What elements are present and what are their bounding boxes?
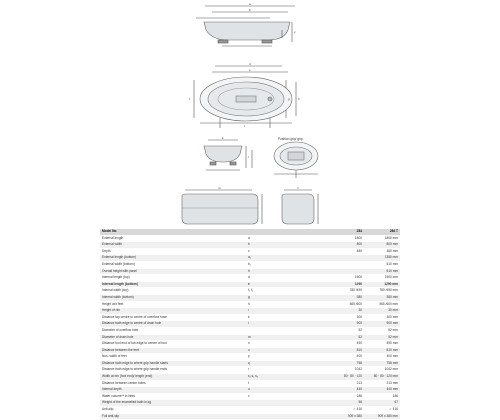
spec-symbol: l (248, 321, 249, 326)
table-row (100, 235, 400, 242)
table-row (100, 242, 400, 249)
spec-symbol: u (248, 387, 250, 392)
spec-value-284t: 67 (394, 400, 398, 405)
spec-value-284t: 52 mm (388, 334, 398, 339)
dim-label-e: e (249, 68, 251, 72)
spec-label: Anti-slip (102, 407, 114, 412)
panel-end-drawing (282, 190, 318, 224)
table-row (100, 248, 400, 255)
spec-label: Diameter of overflow hole (102, 327, 139, 332)
spec-value-284t: 565 /600 mm (379, 301, 398, 306)
dim-label-k: k (222, 136, 224, 140)
table-row (100, 367, 400, 374)
spec-value-284: 810 (356, 347, 362, 352)
spec-value-284: 900 (356, 321, 362, 326)
spec-value-284: 1290 (354, 281, 362, 286)
spec-symbol: m (248, 334, 251, 339)
spec-value-284: ✓ 416 (353, 407, 362, 412)
dim-label-g: g (288, 97, 290, 101)
end-elevation-drawing (204, 140, 252, 170)
spec-symbol: s₁ s₂ s₃ (248, 374, 259, 379)
spec-label: Distance bath edge to where grip handle ends (102, 367, 168, 372)
spec-value-284: 1800 (354, 235, 362, 240)
table-row (100, 308, 400, 315)
table-row (100, 255, 400, 262)
dim-label-a: a (249, 2, 251, 6)
spec-value-284t: 1500 mm (384, 275, 398, 280)
spec-label: External length (102, 235, 124, 240)
spec-symbol: n (248, 341, 250, 346)
table-row (100, 360, 400, 367)
spec-label: Internal length (bottom) (102, 281, 138, 286)
spec-value-284: 490 (356, 341, 362, 346)
table-row (100, 261, 400, 268)
spec-symbol (246, 407, 328, 414)
dim-label-f: f (189, 97, 190, 101)
spec-value-284: 780 /490 (349, 288, 362, 293)
spec-label: Distance between centre holes (102, 380, 146, 385)
header-model-284: 284 (356, 229, 362, 233)
table-row (100, 288, 400, 295)
spec-value-284: 56 (358, 400, 362, 405)
spec-label: External length (bottom) (102, 255, 137, 260)
table-row (100, 354, 400, 361)
spec-value-284t: 810 mm (386, 347, 398, 352)
spec-symbol: e (248, 281, 250, 286)
spec-value-284: 52 (358, 327, 362, 332)
spec-value-284t: 300 mm (386, 314, 398, 319)
table-row (100, 374, 400, 381)
spec-label: External width (102, 242, 123, 247)
spec-symbol: b₁ (248, 261, 251, 266)
spec-symbol: h (248, 268, 250, 273)
spec-value-284t: ✓ 416 (389, 407, 398, 412)
spec-value-284t: 909 x 380 mm (377, 413, 398, 418)
spec-symbol: f₁ f₂ (248, 288, 253, 293)
spec-symbol: a (248, 235, 250, 240)
grip-position-label: Position grip/ grip (278, 137, 303, 141)
spec-value-284t: 52 mm (388, 327, 398, 332)
spec-value-284: 186 (356, 393, 362, 398)
spec-value-284: 80 · 80 · 120 (343, 374, 362, 379)
spec-value-284: 1042 (354, 367, 362, 372)
spec-value-284: 440 (356, 387, 362, 392)
side-elevation-drawing (196, 6, 295, 46)
table-row (100, 387, 400, 394)
spec-value-284t: 780 /490 mm (379, 288, 398, 293)
spec-value-284 (328, 255, 364, 262)
spec-label: Height of rim (102, 308, 121, 313)
spec-value-284t: 30 mm (388, 308, 398, 313)
spec-value-284: 909 x 380 (347, 413, 362, 418)
spec-symbol: a₁ (248, 255, 251, 260)
spec-value-284: 213 (356, 380, 362, 385)
spec-value-284: 30 (358, 308, 362, 313)
spec-label: Weight of the enamelled bath in kg (102, 400, 152, 405)
spec-value-284: 1500 (354, 275, 362, 280)
spec-symbol: c (248, 248, 250, 253)
spec-label: Internal width (top) (102, 288, 129, 293)
spec-symbol: p (248, 354, 250, 359)
spec-symbol: g (248, 294, 250, 299)
spec-value-284: 300 (356, 314, 362, 319)
spec-label: Overall height with panel (102, 268, 137, 273)
grip-position-drawing (274, 142, 318, 178)
spec-value-284t: 186 (392, 393, 398, 398)
dim-label-n: n (297, 186, 299, 190)
spec-value-284t: 510 mm (386, 261, 398, 266)
table-row (100, 334, 400, 341)
table-row (100, 327, 400, 334)
spec-symbol: t (248, 380, 249, 385)
spec-value-284: 480 (356, 248, 362, 253)
spec-value-284t: 800 mm (386, 242, 398, 247)
spec-value-284t: 480 mm (386, 248, 398, 253)
table-row (100, 347, 400, 354)
table-row (100, 400, 400, 407)
table-row (100, 341, 400, 348)
table-row (100, 268, 400, 275)
table-row (100, 407, 400, 414)
panel-side-drawing (182, 190, 262, 224)
spec-value-284t: 440 mm (386, 387, 398, 392)
dim-label-c: c (294, 30, 296, 34)
spec-label: Internal depth (102, 387, 122, 392)
spec-symbol: v (248, 393, 250, 398)
spec-value-284: 400 (356, 354, 362, 359)
header-model-no: Model No. (102, 229, 118, 233)
spec-symbol (246, 413, 328, 420)
spec-value-284 (328, 261, 364, 268)
spec-symbol: b (248, 242, 250, 247)
dim-label-i: i (244, 124, 245, 128)
spec-table (100, 229, 400, 420)
spec-value-284t: 900 mm (386, 321, 398, 326)
spec-symbol: q (248, 360, 250, 365)
dim-label-b: b (249, 8, 251, 12)
spec-symbol: i (248, 308, 249, 313)
table-row (100, 321, 400, 328)
spec-value-284t: 80 · 80 · 120 mm (373, 374, 398, 379)
spec-value-284t: 490 mm (386, 341, 398, 346)
table-row (100, 301, 400, 308)
dim-label-d: d (249, 62, 251, 66)
table-row (100, 380, 400, 387)
spec-label: Depth (102, 248, 111, 253)
spec-label: Distance bath edge to centre of drain hole (102, 321, 162, 326)
table-row (100, 281, 400, 288)
spec-label: Internal width (bottom) (102, 294, 134, 299)
spec-value-284: 52 (358, 334, 362, 339)
spec-label: Internal length (top) (102, 275, 130, 280)
spec-symbol: r (248, 367, 250, 372)
spec-value-284t: 1042 mm (384, 367, 398, 372)
spec-symbol: o (248, 347, 250, 352)
table-row (100, 413, 400, 420)
spec-symbol (246, 327, 328, 334)
table-row (100, 294, 400, 301)
dim-label-m: m (218, 186, 221, 190)
spec-value-284 (328, 268, 364, 275)
spec-label: Width at rim (foot end)/ length (end) (102, 374, 153, 379)
spec-value-284t: 1380 mm (384, 255, 398, 260)
spec-value-284t: 380 mm (386, 294, 398, 299)
spec-value-284: 758 (356, 360, 362, 365)
spec-value-284t: 213 mm (386, 380, 398, 385)
spec-label: Nos. width of feet (102, 354, 127, 359)
spec-value-284: 800 (356, 242, 362, 247)
spec-value-284t: 610 mm (386, 268, 398, 273)
spec-label: Distance foot end of tub edge to centre of foot (102, 341, 167, 346)
spec-symbol (246, 400, 328, 407)
table-row (100, 314, 400, 321)
spec-label: Distance bath edge to where grip handle starts (102, 360, 168, 365)
spec-value-284t: 1290 mm (384, 281, 398, 286)
header-model-284t: 284 T (389, 229, 398, 233)
spec-value-284: 565 /600 (349, 301, 362, 306)
spec-label: Full anti-slip (102, 413, 120, 418)
spec-label: External width (bottom) (102, 261, 135, 266)
spec-symbol: k (248, 314, 250, 319)
spec-value-284t: 1800 mm (384, 235, 398, 240)
spec-label: Height w/o feet (102, 301, 124, 306)
spec-label: Water volume** in litres (102, 393, 136, 398)
plan-view-drawing (194, 66, 296, 128)
table-row (100, 393, 400, 400)
spec-value-284t: 400 mm (386, 354, 398, 359)
dim-label-l: l (248, 155, 249, 159)
spec-label: Distance between the feet (102, 347, 139, 352)
table-row (100, 275, 400, 282)
spec-value-284t: 758 mm (386, 360, 398, 365)
spec-label: Diameter of drain hole (102, 334, 134, 339)
spec-label: Distance tap centre to centre of overflow hose (102, 314, 167, 319)
spec-value-284: 380 (356, 294, 362, 299)
spec-symbol: d (248, 275, 250, 280)
spec-symbol: h (248, 301, 250, 306)
dim-label-h: h (298, 97, 300, 101)
